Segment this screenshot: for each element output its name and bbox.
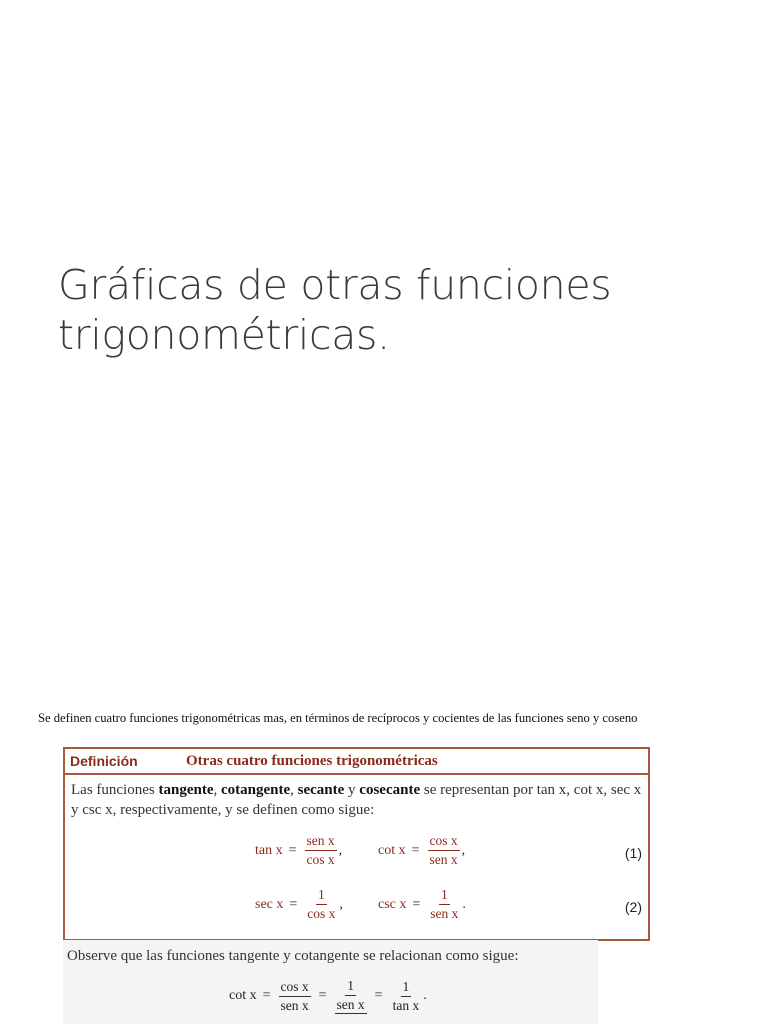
cot-lhs: cot x [378,842,406,858]
body-comma-2: , [290,782,298,798]
identity-fraction-1 [279,979,311,1014]
identity-f2-denominator: sen x [336,997,365,1012]
identity-f2-numerator: 1 [345,978,356,996]
term-cosecante: cosecante [359,782,421,798]
slide-title [58,260,718,360]
identity-f3-denominator: tan x [392,997,420,1013]
csc-lhs: csc x [378,896,407,912]
identity-f3-numerator: 1 [401,979,412,997]
tan-denominator: cos x [306,852,335,867]
body-pre: Las funciones [71,782,159,798]
sec-lhs: sec x [255,896,284,912]
equation-number-1: (1) [624,845,642,861]
identity-lhs: cot x [229,988,257,1003]
definition-label: Definición [70,753,138,769]
identity-fraction-3 [391,979,422,1014]
term-tangente: tangente [158,782,214,798]
equation-row-1 [65,833,648,877]
cot-identity: cot x = $\frac{\text{cos x}}{\text{sen x}}$ = $\frac{1}{\text{sen x}}$ = $\frac{1}{\text{tan x}}$ . [229,978,427,1013]
definition-box [63,747,650,941]
definition-body [65,775,648,820]
body-comma-1: , [213,782,221,798]
slide-title-line-1: Gráficas de otras funciones [58,261,612,309]
slide-title-line-2: trigonométricas. [58,311,390,359]
observe-text: Observe que las funciones tangente y cotangente se relacionan como sigue: [67,948,519,964]
tan-formula: tan x = $\frac{\text{sen x}}{\text{cos x}}$ , [255,833,343,867]
identity-f1-denominator: sen x [280,997,309,1013]
intro-text: Se definen cuatro funciones trigonométricas mas, en términos de recíprocos y cocientes de las funciones seno y coseno [38,711,638,725]
tan-numerator: sen x [305,833,337,851]
term-cotangente: cotangente [220,782,291,798]
identity-f1-numerator: cos x [279,979,311,997]
body-y: y [344,782,360,798]
csc-numerator: 1 [439,887,450,905]
equation-row-2 [65,887,648,931]
cot-formula: cot x = $\frac{\text{cos x}}{\text{sen x}}$ , [378,833,466,867]
csc-denominator: sen x [430,906,459,921]
term-secante: secante [297,782,345,798]
sec-denominator: cos x [307,906,336,921]
sec-formula: sec x = $\frac{1}{\text{cos x}}$ , [255,887,343,921]
sec-fraction [305,887,337,922]
observe-section [63,940,598,1024]
sec-numerator: 1 [316,887,327,905]
cot-denominator: sen x [429,852,458,867]
definition-heading: Otras cuatro funciones trigonométricas [186,752,438,769]
csc-fraction [428,887,460,922]
tan-fraction [305,833,337,868]
equation-number-2: (2) [624,899,642,915]
body-post: se representan por tan x, cot x, sec x y csc x, respectivamente, y se definen como sigue: [71,782,642,818]
tan-lhs: tan x [255,842,283,858]
cot-numerator: cos x [428,833,460,851]
identity-fraction-2 [335,978,367,1014]
definition-header [65,749,648,775]
csc-formula: csc x = $\frac{1}{\text{sen x}}$ . [378,887,466,921]
cot-fraction [428,833,460,868]
